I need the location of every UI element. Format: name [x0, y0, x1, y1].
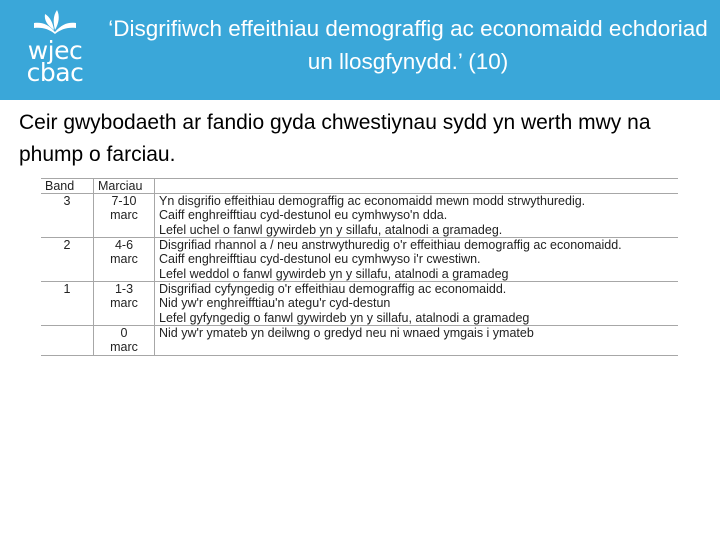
band-cell: 2: [41, 238, 94, 282]
description-line: Caiff enghreifftiau cyd-destunol eu cymhwyso'n dda.: [159, 208, 448, 223]
mark-scheme-table: [41, 178, 678, 356]
description-line: Disgrifiad rhannol a / neu anstrwythuredig o'r effeithiau demograffig ac economaidd.: [159, 238, 622, 253]
description-cell: [155, 238, 679, 282]
logo-text-cbac: cbac: [26, 58, 84, 87]
header-marks: Marciau: [94, 179, 155, 194]
description-line: Nid yw'r ymateb yn deilwng o gredyd neu ni wnaed ymgais i ymateb: [159, 326, 534, 341]
description-cell: [155, 194, 679, 238]
description-cell: [155, 282, 679, 326]
marks-cell: 1-3 marc: [94, 282, 155, 326]
book-leaf-icon: [20, 8, 90, 38]
description-cell: [155, 326, 679, 355]
table-row: [41, 282, 678, 326]
marks-cell: 0 marc: [94, 326, 155, 355]
description-line: Disgrifiad cyfyngedig o'r effeithiau demograffig ac economaidd.: [159, 282, 507, 297]
intro-text: Ceir gwybodaeth ar fandio gyda chwestiynau sydd yn werth mwy na phump o farciau.: [19, 111, 651, 166]
header-description: [155, 179, 679, 194]
wjec-logo: [20, 8, 90, 88]
band-cell: 1: [41, 282, 94, 326]
header-banner: [0, 0, 720, 100]
description-line: Lefel weddol o fanwl gywirdeb yn y sillafu, atalnodi a gramadeg: [159, 266, 509, 281]
description-line: Caiff enghreifftiau cyd-destunol eu cymhwyso i'r cwestiwn.: [159, 252, 481, 267]
slide-title: ‘Disgrifiwch effeithiau demograffig ac economaidd echdoriad un llosgfynydd.’ (10): [108, 16, 708, 74]
logo-text-wjec: wjec: [27, 36, 83, 65]
header-band: Band: [41, 179, 94, 194]
table-header-row: [41, 179, 678, 194]
description-line: Nid yw'r enghreifftiau'n ategu'r cyd-destun: [159, 296, 391, 311]
description-line: Yn disgrifio effeithiau demograffig ac economaidd mewn modd strwythuredig.: [159, 194, 586, 209]
marks-cell: 7-10 marc: [94, 194, 155, 238]
table-row: [41, 194, 678, 238]
band-cell: 3: [41, 194, 94, 238]
band-cell: [41, 326, 94, 355]
marks-cell: 4-6 marc: [94, 238, 155, 282]
description-line: Lefel gyfyngedig o fanwl gywirdeb yn y sillafu, atalnodi a gramadeg: [159, 310, 530, 325]
description-line: Lefel uchel o fanwl gywirdeb yn y sillafu, atalnodi a gramadeg.: [159, 222, 503, 237]
table-row: [41, 238, 678, 282]
table-row: [41, 326, 678, 355]
